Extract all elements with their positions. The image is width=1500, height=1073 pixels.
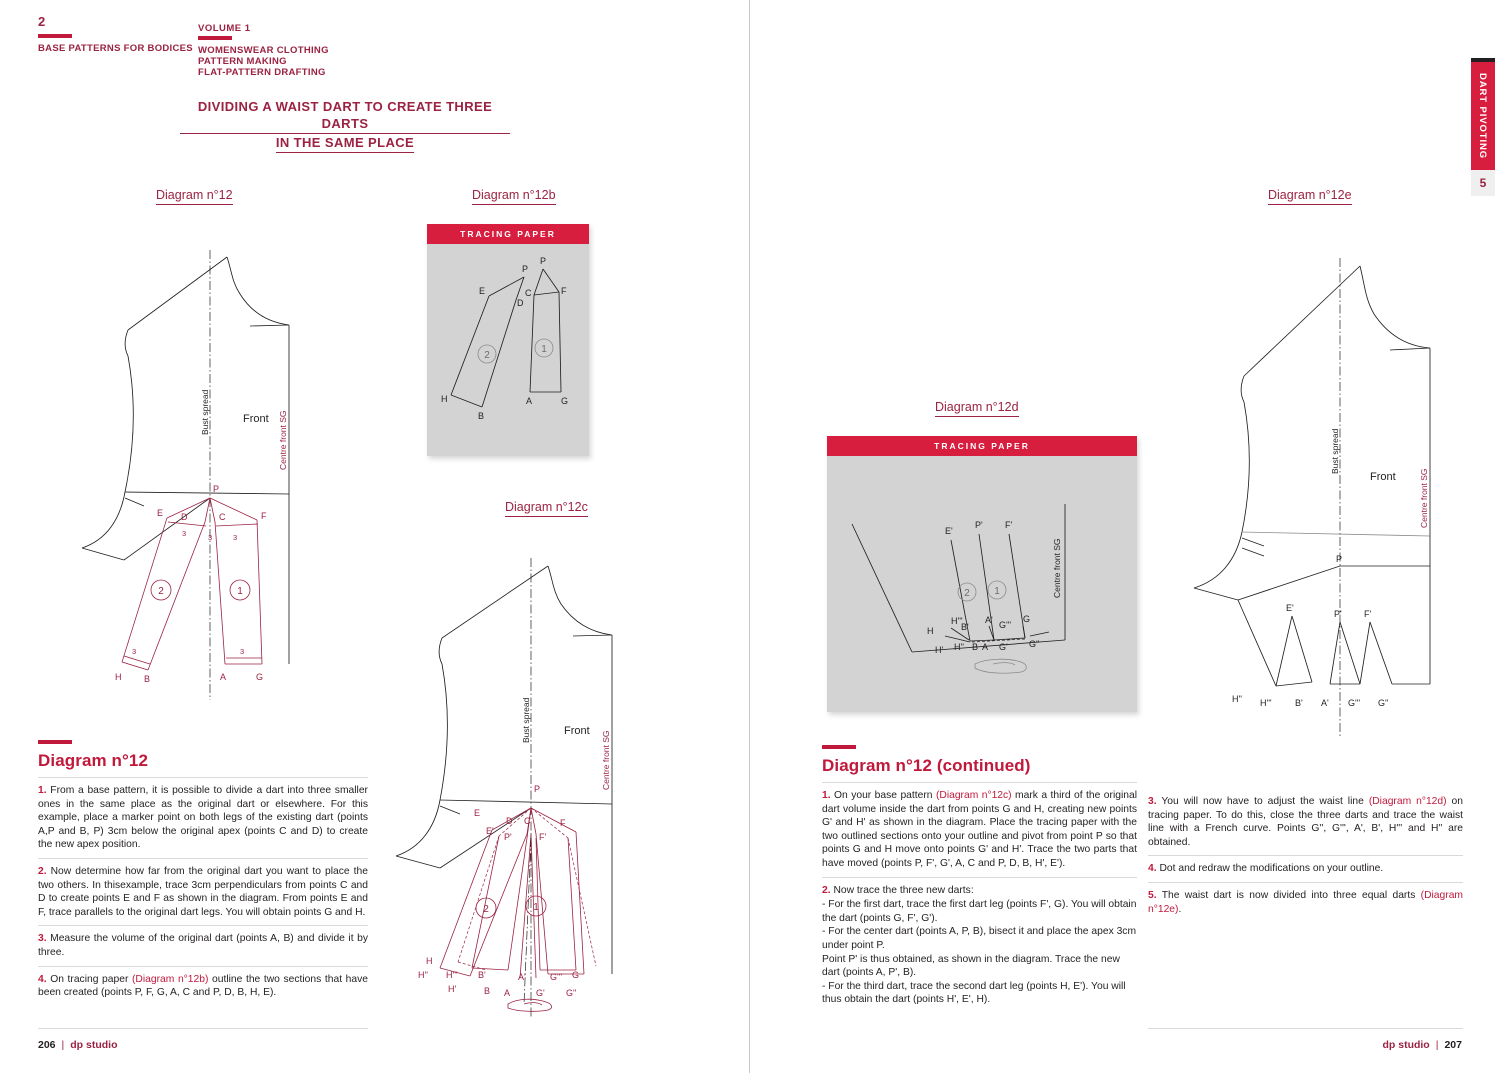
section-number: 1 [237,586,243,597]
point-label-C: C [219,512,226,522]
paragraph-5 [1148,882,1463,922]
point-label-A-prime: A' [1321,698,1329,708]
tracing-paper-header-12d: TRACING PAPER [827,436,1137,456]
point-label-G-prime: G' [999,642,1008,652]
section-number: 2 [483,904,489,915]
point-label-P: P [1336,554,1343,564]
bullet-3: Point P' is thus obtained, as shown in the diagram. Trace the new dart (points A, P', B). [822,953,1120,979]
paragraph-text: You will now have to adjust the waist line [1156,796,1369,807]
point-label-E-prime: E' [945,526,953,536]
tracing-paper-header-12b: TRACING PAPER [427,224,589,244]
point-label-H: H [115,672,122,682]
left-block-heading: Diagram n°12 [38,751,149,770]
block-rule [822,745,856,749]
point-label-H-prime: H' [935,645,944,655]
point-label-E-prime: E' [1286,603,1294,613]
point-label-P-prime: P' [1334,609,1342,619]
measure-label: 3 [208,533,213,542]
volume-rule [198,36,232,40]
paragraph-number: 1. [822,790,831,801]
page-title-line-2: IN THE SAME PLACE [276,134,414,153]
paragraph-3 [38,925,368,965]
left-text-block [38,740,368,1006]
point-label-P: P [522,264,529,274]
section-number: 2 [484,350,490,361]
point-label-F-prime: F' [539,832,547,842]
section-number: 2 [158,586,164,597]
volume-line-1: WOMENSWEAR CLOTHING [198,45,329,56]
paragraph-number: 2. [38,865,47,877]
tracing-paper-panel-12b [427,224,589,456]
paragraph-text-cont: mark a third of the original dart volume inside the dart from points G and H, creating new points G' and H' as shown in the diagram. Place the tracing paper with the two outlined sections onto your outline and pivot from point P so that points G and H move onto points G' and H'. Trace the two parts that have moved (points P, F', G', A, C and P, D, B, H', E'). [822,790,1137,869]
point-label-H: H [927,626,934,636]
page-gutter [749,0,750,1073]
front-label-12c: Front [564,725,590,737]
paragraph-text-cont: . [1178,903,1182,915]
right-footer-brand: dp studio [1382,1039,1430,1051]
paragraph-text: On tracing paper [46,973,132,985]
point-label-E: E [157,508,164,518]
point-label-H3: H''' [1260,698,1272,708]
paragraph-3 [1148,795,1463,855]
footer-separator: | [61,1039,65,1051]
point-label-E-prime: E' [486,826,494,836]
paragraph-text: Now determine how far from the original dart you want to place the two others. In thisexample, trace 3cm perpendiculars from points C and D to create points E and F as shown in the diagram. From points E and F, trace parallels to the original dart legs. You will obtain points G and H. [38,865,368,918]
point-label-B: B [484,986,491,996]
footer-separator: | [1435,1039,1439,1051]
paragraph-text-cont: on tracing paper. To do this, close the three darts and trace the waist line with a French curve. Points G'', G''', A', B', H''' and H'' are obtained. [1148,796,1463,848]
diagram-12d-figure [827,456,1137,712]
point-label-G2: G'' [566,988,577,998]
point-label-E: E [474,808,481,818]
section-number: 1 [994,586,1000,597]
point-label-G: G [256,672,264,682]
point-label-H: H [426,956,433,966]
point-label-P: P [534,784,541,794]
volume-label: VOLUME 1 [198,23,251,34]
point-label-B-prime: B' [961,622,969,632]
bust-spread-label-12c: Bust spread [521,697,531,743]
paragraph-2 [38,858,368,925]
point-label-F-prime: F' [1005,520,1013,530]
block-rule [38,740,72,744]
paragraph-number: 3. [1148,796,1157,807]
measure-label: 3 [182,529,187,538]
point-label-F-prime: F' [1364,609,1372,619]
right-footer [1382,1039,1462,1051]
left-footer-rule [38,1028,368,1029]
paragraph-1 [38,777,368,858]
point-label-A: A [982,642,989,652]
point-label-G: G [572,970,580,980]
paragraph-1 [822,782,1137,877]
volume-line-2: PATTERN MAKING [198,56,287,67]
bullet-4: - For the third dart, trace the second dart leg (points H, E'). You will thus obtain the dart (points H', E', H). [822,980,1126,1006]
point-label-G3: G''' [550,972,563,982]
left-page-number: 206 [38,1039,56,1051]
page-title [180,98,510,153]
right-text-block-2 [1148,795,1463,922]
chapter-number: 2 [38,14,46,29]
measure-label: 3 [240,647,245,656]
paragraph-number: 1. [38,785,47,796]
point-label-C: C [524,816,531,826]
bullet-2: - For the center dart (points A, P, B), bisect it and place the apex 3cm under point P. [822,926,1137,951]
point-label-B: B [478,411,485,421]
right-page [752,0,1500,1073]
point-label-G: G [561,396,569,406]
right-footer-rule [1148,1028,1463,1029]
bust-spread-label-12: Bust spread [200,389,210,435]
paragraph-4 [38,966,368,1006]
point-label-F: F [561,286,567,296]
point-label-F: F [261,511,267,521]
volume-line-3: FLAT-PATTERN DRAFTING [198,67,326,78]
point-label-A-prime: A' [985,615,993,625]
front-label-12e: Front [1370,471,1396,483]
paragraph-number: 5. [1148,889,1157,901]
point-label-G2: G'' [1029,639,1040,649]
point-label-H3: H''' [446,970,458,980]
bullet-1: - For the first dart, trace the first dart leg (points F', G). You will obtain the dart (points G, F', G'). [822,899,1137,924]
point-label-P2: P [540,256,547,266]
diagram-12-figure [80,230,330,700]
point-label-G-prime: G' [536,988,545,998]
point-label-B-prime: B' [1295,698,1303,708]
point-label-A: A [220,672,227,682]
chapter-title: BASE PATTERNS FOR BODICES [38,43,193,54]
diagram-12d-caption: Diagram n°12d [935,400,1019,417]
right-block-heading: Diagram n°12 (continued) [822,756,1031,775]
diagram-12e-caption: Diagram n°12e [1268,188,1352,205]
diagram-12c-caption: Diagram n°12c [505,500,588,517]
paragraph-4 [1148,855,1463,882]
centre-front-label-12d: Centre front SG [1052,538,1062,598]
point-label-P-prime: P' [975,520,983,530]
diagram-12b-figure [427,244,589,456]
side-tab-label: DART PIVOTING [1477,72,1489,160]
paragraph-number: 3. [38,933,47,945]
point-label-H-prime: H' [448,984,457,994]
front-label-12: Front [243,413,269,425]
diagram-12-caption: Diagram n°12 [156,188,233,205]
centre-front-label-12: Centre front SG [278,410,288,470]
centre-front-label-12c: Centre front SG [601,730,611,790]
left-footer [38,1039,118,1051]
paragraph-number: 4. [38,973,47,985]
diagram-reference: (Diagram n°12b) [132,973,209,985]
bust-spread-label-12e: Bust spread [1330,428,1340,474]
diagram-12e-figure [1164,236,1449,736]
centre-front-label-12e: Centre front SG [1419,468,1429,528]
point-label-D: D [506,816,513,826]
paragraph-text: Dot and redraw the modifications on your outline. [1156,863,1384,875]
right-page-number: 207 [1444,1039,1462,1051]
right-text-block-1 [822,745,1137,1007]
point-label-P-prime: P' [504,832,512,842]
paragraph-text: Now trace the three new darts: [830,884,974,896]
paragraph-text: On your base pattern [830,790,936,801]
point-label-H2: H'' [418,970,428,980]
tracing-paper-panel-12d [827,436,1137,712]
point-label-D: D [517,298,524,308]
diagram-reference: (Diagram n°12d) [1368,796,1447,807]
left-footer-brand: dp studio [70,1039,118,1051]
chapter-rule [38,34,72,38]
paragraph-number: 2. [822,884,831,896]
point-label-H: H [441,394,448,404]
measure-label: 3 [132,647,137,656]
paragraph-text: Measure the volume of the original dart (points A, B) and divide it by three. [38,933,368,958]
point-label-A: A [504,988,511,998]
diagram-reference: (Diagram n°12e) [1148,889,1463,915]
section-number: 1 [533,902,539,913]
point-label-P: P [213,484,220,494]
point-label-C: C [525,288,532,298]
point-label-G: G [1023,614,1031,624]
point-label-G3: G''' [999,620,1012,630]
point-label-H2: H'' [1232,694,1242,704]
point-label-A: A [526,396,533,406]
diagram-12b-caption: Diagram n°12b [472,188,556,205]
point-label-F: F [560,818,566,828]
paragraph-2 [822,877,1137,899]
point-label-G3: G''' [1348,698,1361,708]
point-label-H2: H'' [954,642,964,652]
point-label-A-prime: A' [518,972,526,982]
point-label-H3: H''' [951,616,963,626]
diagram-12c-figure [400,538,670,1018]
paragraph-text-cont: outline the two sections that have been created (points P, F, G, A, C and P, D, B, H, E). [38,973,369,999]
point-label-D: D [181,512,188,522]
point-label-E: E [479,286,486,296]
point-label-B-prime: B' [478,970,486,980]
side-tab-number: 5 [1471,170,1495,196]
section-number: 1 [541,344,547,355]
left-page [0,0,748,1073]
point-label-G2: G'' [1378,698,1389,708]
diagram-reference: (Diagram n°12c) [935,790,1012,801]
paragraph-text: The waist dart is now divided into three equal darts [1156,889,1421,901]
section-number: 2 [964,588,970,599]
paragraph-text: From a base pattern, it is possible to divide a dart into three smaller ones in the same place as the original dart or elsewhere. For this example, place a marker point on both legs of the existing dart (points A,P and B, P) 3cm below the original apex (points C and D) to create the new apex position. [38,785,368,851]
paragraph-number: 4. [1148,863,1157,875]
point-label-B: B [972,642,979,652]
point-label-B: B [144,674,151,684]
measure-label: 3 [233,533,238,542]
page-title-line-1: DIVIDING A WAIST DART TO CREATE THREE DARTS [180,98,510,134]
